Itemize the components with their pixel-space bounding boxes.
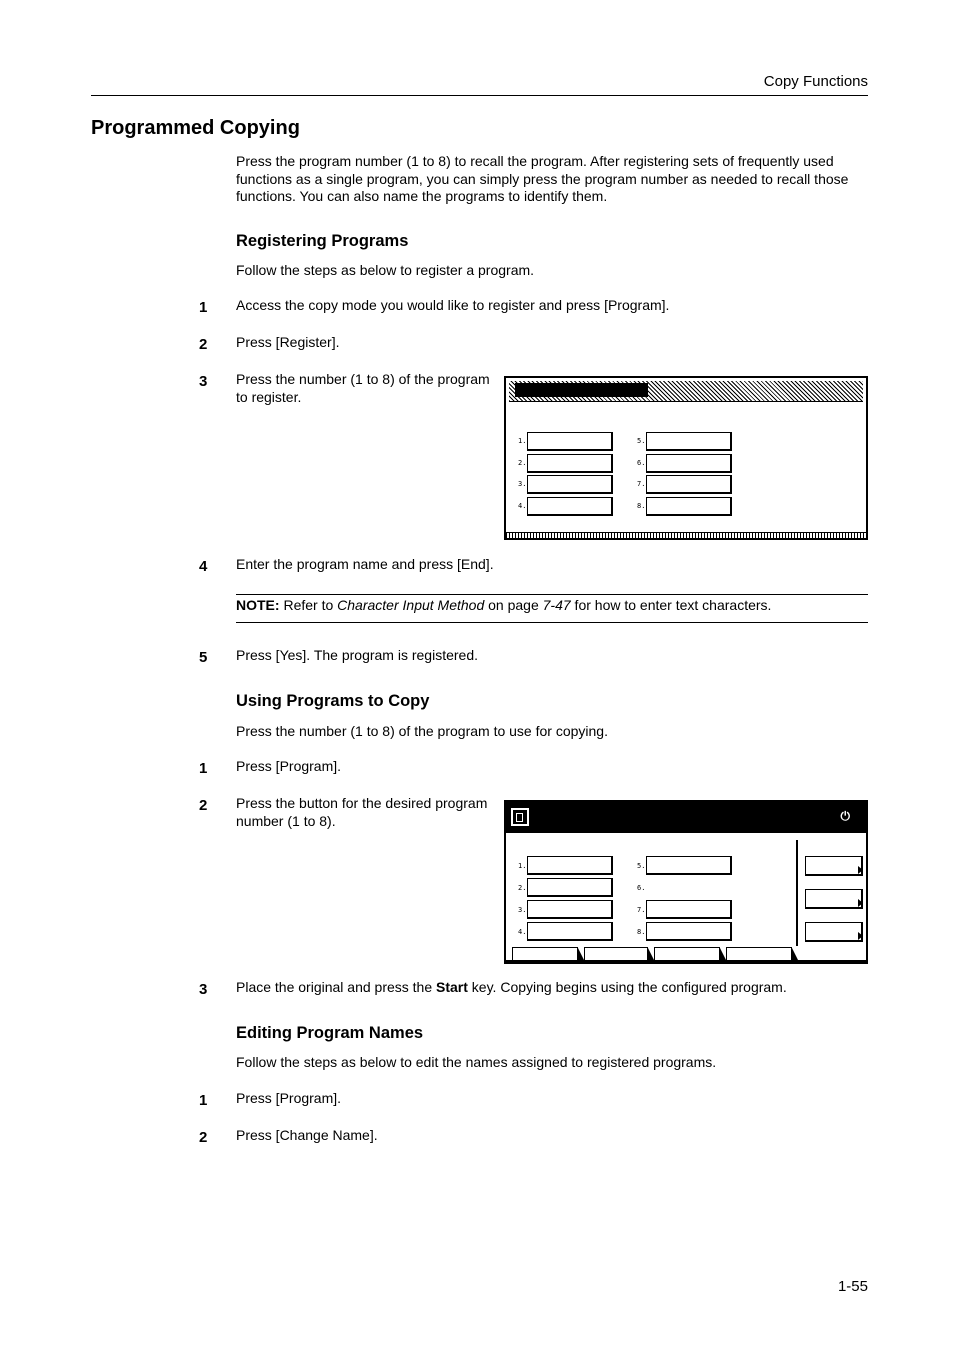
side-button-3[interactable] — [805, 922, 863, 942]
note-rule-top — [236, 594, 868, 595]
step-text: Press [Register]. — [236, 334, 340, 350]
program-label: 6. — [637, 459, 646, 467]
program-label: 8. — [637, 928, 646, 936]
step-text: Press [Change Name]. — [236, 1127, 378, 1143]
arrow-right-icon — [858, 899, 863, 907]
step-text — [236, 979, 787, 997]
program-button-3[interactable] — [527, 900, 613, 919]
program-label: 4. — [518, 928, 527, 936]
step-number: 1 — [199, 299, 208, 316]
program-label: 8. — [637, 502, 646, 510]
step-number: 3 — [199, 981, 208, 998]
step-number: 2 — [199, 336, 208, 353]
intro-paragraph: Press the program number (1 to 8) to recall the program. After registering sets of frequently used functions as a single program, you can simply press the program number as needed to recall those functions. You can also name the programs to identify them. — [236, 153, 849, 204]
step-text: Press [Program]. — [236, 1090, 342, 1106]
start-key-label: Start — [436, 979, 468, 995]
program-button-2[interactable] — [527, 454, 613, 473]
step-text-part: key. Copying begins using the configured program. — [467, 979, 787, 995]
step-number: 1 — [199, 760, 208, 777]
note-page-reference: 7-47 — [542, 597, 571, 613]
program-button-7[interactable] — [646, 900, 732, 919]
program-button-2[interactable] — [527, 878, 613, 897]
note-text: Refer to — [279, 597, 338, 613]
using-intro: Press the number (1 to 8) of the program to use for copying. — [236, 723, 608, 739]
step-text: Press the number (1 to 8) of the program to register. — [236, 371, 490, 405]
power-icon: ⏻ — [840, 809, 850, 823]
step-text: Access the copy mode you would like to register and press [Program]. — [236, 297, 670, 313]
program-label: 1. — [518, 437, 527, 445]
panel-divider — [796, 840, 798, 946]
program-label: 7. — [637, 480, 646, 488]
panel-tab-2[interactable] — [584, 947, 648, 960]
step-number: 2 — [199, 797, 208, 814]
step-text: Press [Program]. — [236, 758, 342, 774]
section-heading-using: Using Programs to Copy — [236, 692, 430, 710]
panel-tab-4[interactable] — [726, 947, 792, 960]
program-label: 3. — [518, 480, 527, 488]
program-button-7[interactable] — [646, 475, 732, 494]
program-button-5[interactable] — [646, 432, 732, 451]
copy-mode-icon — [511, 808, 529, 826]
panel-title-block — [515, 383, 648, 397]
registering-intro: Follow the steps as below to register a program. — [236, 262, 535, 278]
panel-tab-3[interactable] — [654, 947, 720, 960]
side-button-1[interactable] — [805, 856, 863, 876]
note-text: for how to enter text characters. — [570, 597, 772, 613]
note-label: NOTE: — [236, 597, 280, 613]
arrow-right-icon — [858, 866, 863, 874]
note-text: on page — [484, 597, 543, 613]
program-button-8[interactable] — [646, 497, 732, 516]
program-button-4[interactable] — [527, 922, 613, 941]
page-title: Programmed Copying — [91, 117, 300, 139]
panel-bottom-band — [506, 532, 866, 538]
page-number: 1-55 — [837, 1278, 868, 1295]
step-number: 5 — [199, 649, 208, 666]
arrow-right-icon — [858, 932, 863, 940]
program-button-6[interactable] — [646, 454, 732, 473]
register-program-panel-screenshot — [504, 376, 868, 540]
side-button-2[interactable] — [805, 889, 863, 909]
step-text: Press [Yes]. The program is registered. — [236, 647, 478, 663]
program-label: 2. — [518, 884, 527, 892]
program-label: 1. — [518, 862, 527, 870]
step-number: 1 — [199, 1092, 208, 1109]
note-reference: Character Input Method — [337, 597, 485, 613]
program-label: 2. — [518, 459, 527, 467]
step-text-part: Place the original and press the — [236, 979, 437, 995]
program-label: 5. — [637, 862, 646, 870]
step-number: 2 — [199, 1129, 208, 1146]
step-text: Press the button for the desired program number (1 to 8). — [236, 795, 488, 829]
program-label: 4. — [518, 502, 527, 510]
step-number: 4 — [199, 558, 208, 575]
program-button-1[interactable] — [527, 856, 613, 875]
header-rule — [91, 95, 868, 96]
program-label: 3. — [518, 906, 527, 914]
program-button-8[interactable] — [646, 922, 732, 941]
step-number: 3 — [199, 373, 208, 390]
note-rule-bottom — [236, 622, 868, 623]
program-label: 6. — [637, 884, 646, 892]
running-header: Copy Functions — [763, 73, 868, 90]
panel-status-bar — [506, 802, 866, 833]
section-heading-editing: Editing Program Names — [236, 1024, 424, 1042]
tab-baseline — [506, 960, 866, 962]
program-button-5[interactable] — [646, 856, 732, 875]
program-button-4[interactable] — [527, 497, 613, 516]
step-text: Enter the program name and press [End]. — [236, 556, 494, 572]
program-select-panel-screenshot — [504, 800, 868, 964]
panel-tab-strip — [506, 945, 866, 962]
program-button-1[interactable] — [527, 432, 613, 451]
program-label: 7. — [637, 906, 646, 914]
editing-intro: Follow the steps as below to edit the names assigned to registered programs. — [236, 1054, 717, 1070]
note — [236, 597, 771, 615]
panel-tab-1[interactable] — [512, 947, 578, 960]
program-label: 5. — [637, 437, 646, 445]
section-heading-registering: Registering Programs — [236, 232, 409, 250]
program-button-3[interactable] — [527, 475, 613, 494]
